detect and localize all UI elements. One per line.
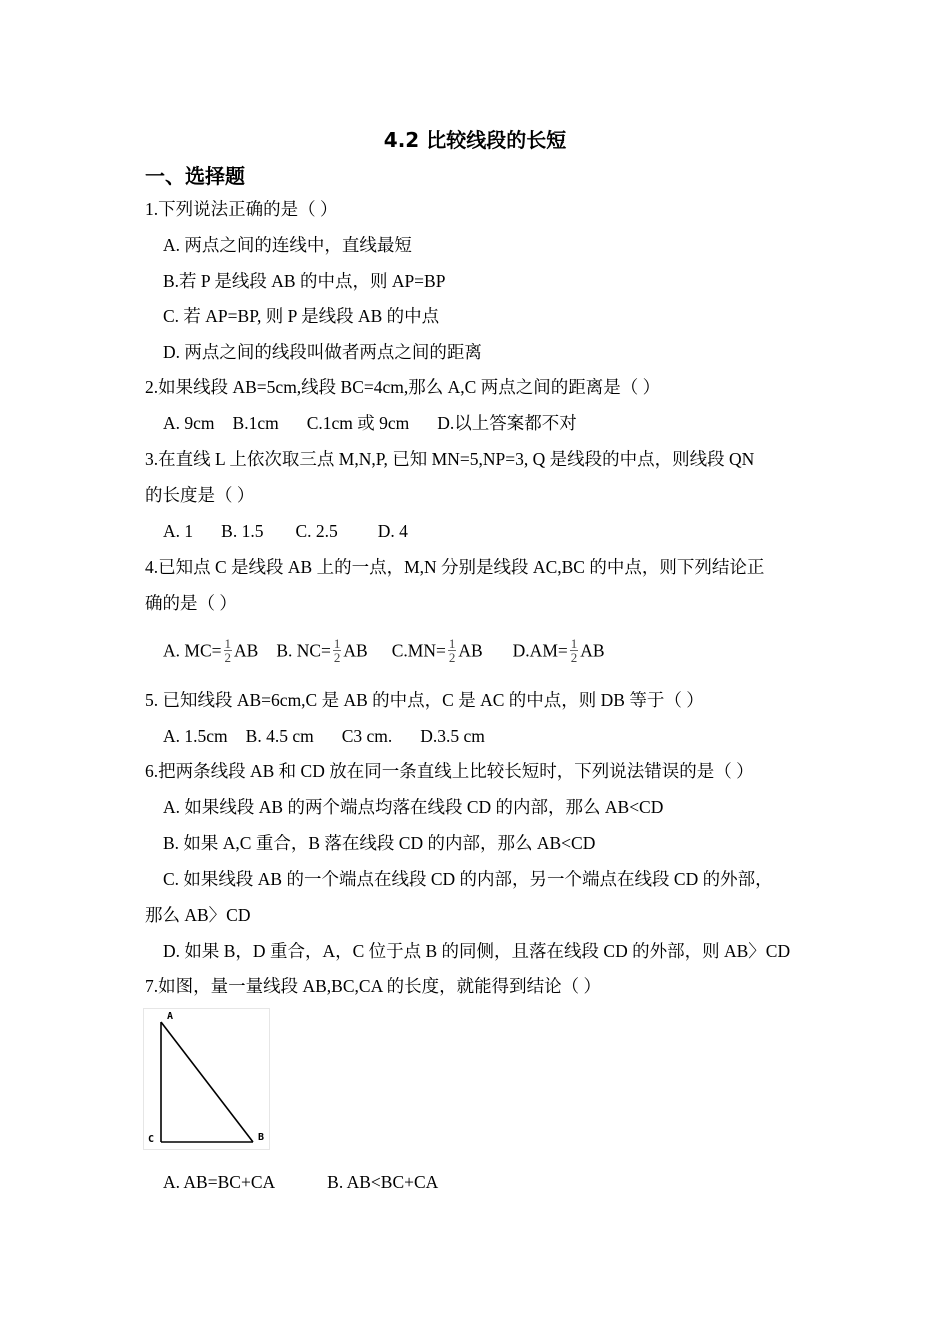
q4-option-d bbox=[512, 636, 605, 666]
q5-option-a: A. 1.5cm bbox=[163, 726, 228, 746]
fraction-numerator: 1 bbox=[224, 636, 231, 651]
fraction-one-half bbox=[570, 637, 579, 664]
fraction-one-half bbox=[224, 637, 233, 664]
q2-option-d: D.以上答案都不对 bbox=[437, 413, 577, 433]
q6-option-c-line1: C. 如果线段 AB 的一个端点在线段 CD 的内部，另一个端点在线段 CD 的外部， bbox=[163, 869, 773, 889]
q6-option-d: D. 如果 B，D 重合，A，C 位于点 B 的同侧，且落在线段 CD 的外部，则 AB〉CD bbox=[163, 941, 791, 961]
q4-options bbox=[163, 636, 605, 666]
fraction-numerator: 1 bbox=[448, 636, 456, 651]
q1-option-a: A. 两点之间的连线中，直线最短 bbox=[163, 235, 412, 255]
q2-options bbox=[163, 412, 577, 434]
q4-option-b-ab: AB bbox=[343, 640, 368, 661]
section-heading: 一、选择题 bbox=[145, 164, 245, 188]
q5-options bbox=[163, 725, 485, 747]
q4-option-c-ab: AB bbox=[458, 640, 483, 661]
q7-option-a: A. AB=BC+CA bbox=[163, 1172, 276, 1192]
fraction-one-half bbox=[333, 637, 342, 664]
fraction-one-half bbox=[448, 637, 457, 664]
q4-option-c-label: C.MN= bbox=[391, 640, 446, 661]
q3-stem-line1: 3.在直线 L 上依次取三点 M,N,P, 已知 MN=5,NP=3, Q 是线段的中点，则线段 QN bbox=[145, 449, 755, 469]
q4-option-d-label: D.AM= bbox=[512, 640, 568, 661]
q5-option-c: C3 cm. bbox=[341, 726, 393, 746]
q3-options bbox=[163, 520, 408, 542]
q4-stem-line1: 4.已知点 C 是线段 AB 上的一点，M,N 分别是线段 AC,BC 的中点，则下列结论正 bbox=[145, 557, 765, 577]
q4-option-c bbox=[391, 636, 483, 666]
segment-ab bbox=[161, 1022, 253, 1142]
q3-stem-line2: 的长度是（ ） bbox=[145, 485, 255, 505]
fraction-numerator: 1 bbox=[333, 636, 341, 651]
q3-option-c: C. 2.5 bbox=[295, 521, 338, 541]
figure-frame bbox=[144, 1009, 270, 1150]
q4-option-b-label: B. NC= bbox=[276, 640, 331, 661]
q4-stem-line2: 确的是（ ） bbox=[145, 593, 237, 613]
fraction-denominator: 2 bbox=[333, 650, 341, 665]
fraction-numerator: 1 bbox=[570, 636, 578, 651]
q3-option-d: D. 4 bbox=[377, 521, 408, 541]
q6-option-c-line2: 那么 AB〉CD bbox=[145, 905, 251, 925]
q4-option-d-ab: AB bbox=[580, 640, 605, 661]
fraction-denominator: 2 bbox=[224, 650, 231, 665]
q2-stem: 2.如果线段 AB=5cm,线段 BC=4cm,那么 A,C 两点之间的距离是（ ） bbox=[145, 377, 661, 397]
q6-option-a: A. 如果线段 AB 的两个端点均落在线段 CD 的内部，那么 AB<CD bbox=[163, 797, 664, 817]
q4-option-a-ab: AB bbox=[234, 640, 259, 661]
q1-option-c: C. 若 AP=BP, 则 P 是线段 AB 的中点 bbox=[163, 306, 440, 326]
q5-option-d: D.3.5 cm bbox=[420, 726, 485, 746]
q4-option-a bbox=[163, 636, 259, 666]
q2-option-a: A. 9cm bbox=[163, 413, 215, 433]
q1-option-b: B.若 P 是线段 AB 的中点，则 AP=BP bbox=[163, 271, 446, 291]
q2-option-c: C.1cm 或 9cm bbox=[306, 413, 410, 433]
triangle-figure bbox=[143, 1008, 270, 1150]
fraction-denominator: 2 bbox=[448, 650, 456, 665]
vertex-label-b: B bbox=[258, 1132, 265, 1143]
q2-option-b: B.1cm bbox=[232, 413, 279, 433]
q1-stem: 1.下列说法正确的是（ ） bbox=[145, 199, 338, 219]
q3-option-a: A. 1 bbox=[163, 521, 194, 541]
q4-option-b bbox=[276, 636, 368, 666]
q7-options bbox=[163, 1171, 438, 1193]
q1-option-d: D. 两点之间的线段叫做者两点之间的距离 bbox=[163, 342, 482, 362]
q6-option-b: B. 如果 A,C 重合，B 落在线段 CD 的内部，那么 AB<CD bbox=[163, 833, 596, 853]
q4-option-a-label: A. MC= bbox=[163, 640, 222, 661]
q5-stem: 5. 已知线段 AB=6cm,C 是 AB 的中点，C 是 AC 的中点，则 DB 等于（ ） bbox=[145, 690, 704, 710]
q5-option-b: B. 4.5 cm bbox=[245, 726, 314, 746]
page-title: 4.2 比较线段的长短 bbox=[383, 128, 567, 152]
vertex-label-a: A bbox=[167, 1011, 174, 1022]
q3-option-b: B. 1.5 bbox=[221, 521, 264, 541]
q7-option-b: B. AB<BC+CA bbox=[327, 1172, 439, 1192]
vertex-label-c: C bbox=[148, 1134, 155, 1145]
fraction-denominator: 2 bbox=[570, 650, 578, 665]
q6-stem: 6.把两条线段 AB 和 CD 放在同一条直线上比较长短时，下列说法错误的是（ ） bbox=[145, 761, 754, 781]
q7-stem: 7.如图，量一量线段 AB,BC,CA 的长度，就能得到结论（ ） bbox=[145, 976, 601, 996]
